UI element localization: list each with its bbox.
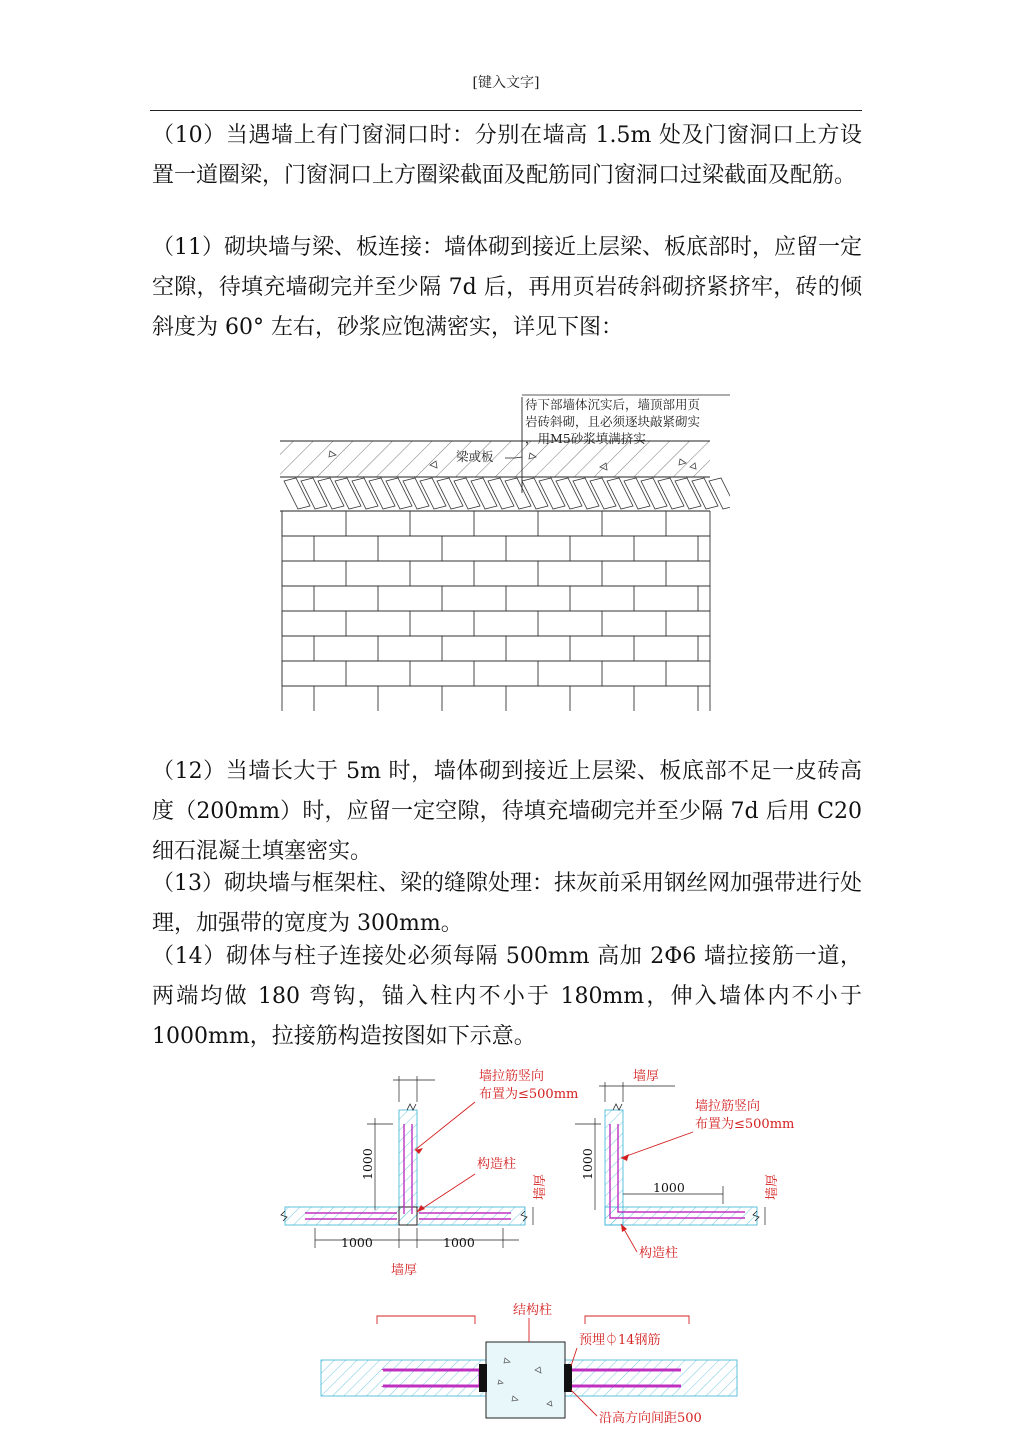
spacing-label: 沿高方向间距500 [599, 1411, 702, 1426]
embedded-rebar-label: 预埋⏀14钢筋 [579, 1333, 661, 1348]
right-side-thickness: 墙厚 [765, 1173, 780, 1200]
slanted-brick [488, 478, 514, 509]
tie-rebar-detail-figure [275, 1062, 795, 1282]
slanted-brick [386, 478, 412, 509]
paragraph-12: （12）当墙长大于 5m 时，墙体砌到接近上层梁、板底部不足一皮砖高度（200mm）时，应留一定空隙，待填充墙砌完并至少隔 7d 后用 C20 细石混凝土填塞密实。 [152, 759, 862, 864]
left-bottom-thickness: 墙厚 [391, 1263, 418, 1278]
right-top-thickness: 墙厚 [633, 1069, 660, 1084]
slanted-brick [624, 478, 650, 509]
structural-column-label: 结构柱 [513, 1303, 553, 1318]
slanted-brick [284, 478, 310, 509]
left-horizontal-wall [285, 1207, 525, 1225]
right-column-label: 构造柱 [639, 1246, 679, 1261]
beam-slab-hatch [280, 441, 710, 477]
slanted-brick [471, 478, 497, 509]
slanted-brick [301, 478, 327, 509]
column-rebar-figure [315, 1300, 745, 1428]
slanted-brick [641, 478, 667, 509]
note-line-1: 待下部墙体沉实后，墙顶部用页 [525, 397, 701, 412]
left-weld-point [479, 1364, 487, 1392]
slanted-brick-layer [284, 478, 730, 509]
left-wall-section [321, 1360, 486, 1396]
right-rebar [610, 1124, 745, 1218]
slanted-brick [675, 478, 701, 509]
right-height-dim: 1000 [580, 1148, 595, 1180]
note-line-3: ，用M5砂浆填满挤实 [525, 431, 646, 446]
paragraph-13: （13）砌块墙与框架柱、梁的缝隙处理：抹灰前采用钢丝网加强带进行处理，加强带的宽度为 300mm。 [152, 871, 862, 936]
paragraph-14: （14）砌体与柱子连接处必须每隔 500mm 高加 2Φ6 墙拉接筋一道，两端均做 180 弯钩，锚入柱内不小于 180mm，伸入墙体内不小于 1000mm，拉接筋构造按图如下示意。 [152, 944, 862, 1049]
right-horizontal-wall [605, 1207, 757, 1225]
slanted-brick [335, 478, 361, 509]
header-rule [150, 110, 862, 111]
slanted-brick [420, 478, 446, 509]
left-bracket [377, 1316, 475, 1324]
right-rebar-leader [621, 1132, 693, 1158]
right-weld-point [564, 1364, 572, 1392]
slanted-brick [505, 478, 531, 509]
slanted-brick [522, 478, 548, 509]
paragraph-11: （11）砌块墙与梁、板连接：墙体砌到接近上层梁、板底部时，应留一定空隙，待填充墙砌完并至少隔 7d 后，再用页岩砖斜砌挤紧挤牢，砖的倾斜度为 60° 左右，砂浆应饱满密实，详见下图： [152, 235, 862, 340]
left-column-label: 构造柱 [477, 1157, 517, 1172]
slanted-brick [556, 478, 582, 509]
beam-slab-label: 梁或板 [456, 449, 494, 464]
structural-column [486, 1342, 565, 1418]
slanted-brick [607, 478, 633, 509]
block-wall [282, 511, 710, 711]
right-detail [575, 1068, 794, 1261]
left-height-dim: 1000 [360, 1148, 375, 1180]
slanted-brick [539, 478, 565, 509]
slanted-brick [658, 478, 684, 509]
left-rebar-spacing: 布置为≤500mm [479, 1087, 579, 1102]
beam-wall-connection-figure [270, 385, 730, 730]
left-break-top [407, 1104, 416, 1110]
right-break-top [613, 1104, 622, 1110]
slanted-brick [590, 478, 616, 509]
slanted-brick [454, 478, 480, 509]
slanted-brick [437, 478, 463, 509]
slanted-brick [352, 478, 378, 509]
left-dim-right: 1000 [443, 1235, 475, 1250]
right-dim-horizontal: 1000 [653, 1180, 685, 1195]
left-rebar-title: 墙拉筋竖向 [479, 1069, 545, 1084]
left-detail [281, 1068, 578, 1278]
right-wall-section [565, 1360, 737, 1396]
slanted-brick [369, 478, 395, 509]
slanted-brick [692, 478, 718, 509]
left-side-thickness: 墙厚 [533, 1173, 548, 1200]
note-line-2: 岩砖斜砌，且必须逐块敲紧砌实 [525, 414, 701, 429]
left-dim-left: 1000 [341, 1235, 373, 1250]
left-column-leader [417, 1174, 475, 1212]
paragraph-10: （10）当遇墙上有门窗洞口时：分别在墙高 1.5m 处及门窗洞口上方设置一道圈梁，门窗洞口上方圈梁截面及配筋同门窗洞口过梁截面及配筋。 [152, 123, 862, 188]
page-header: [键入文字] [472, 75, 540, 91]
slanted-brick [403, 478, 429, 509]
right-rebar-title: 墙拉筋竖向 [695, 1099, 761, 1114]
right-bracket [585, 1316, 689, 1324]
right-rebar-spacing: 布置为≤500mm [695, 1117, 795, 1132]
slanted-brick [573, 478, 599, 509]
slanted-brick [318, 478, 344, 509]
left-rebar-leader [415, 1102, 475, 1150]
